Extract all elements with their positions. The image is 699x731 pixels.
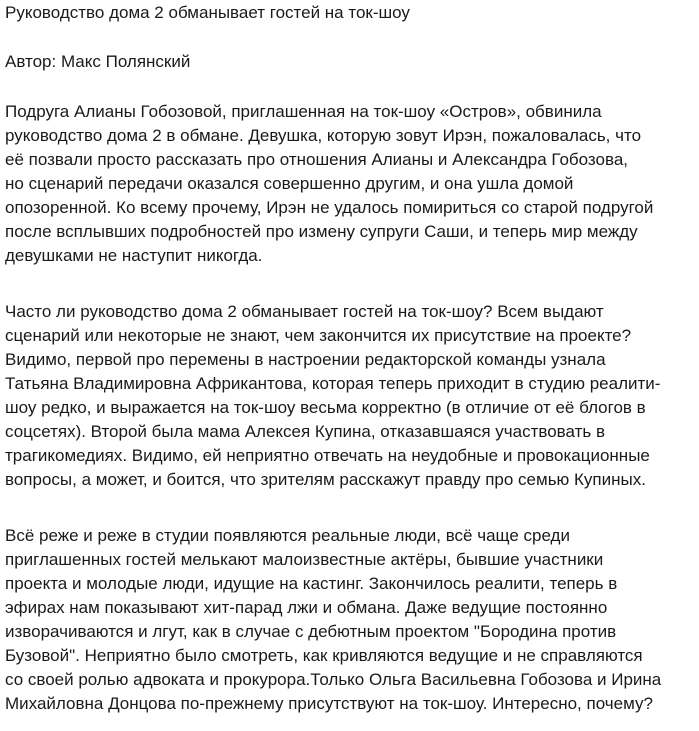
paragraph-line: её позвали просто рассказать про отношения Алианы и Александра Гобозова,	[5, 150, 628, 169]
paragraph-line: изворачиваются и лгут, как в случае с дебютным проектом "Бородина против	[5, 622, 617, 641]
paragraph-line: трагикомедиях. Видимо, ей неприятно отвечать на неудобные и провокационные	[5, 446, 650, 465]
paragraph-line: Подруга Алианы Гобозовой, приглашенная на ток-шоу «Остров», обвинила	[5, 102, 602, 121]
paragraph-line: но сценарий передачи оказался совершенно другим, и она ушла домой	[5, 174, 574, 193]
paragraph-line: девушками не наступит никогда.	[5, 246, 263, 265]
article-title: Руководство дома 2 обманывает гостей на ток-шоу	[5, 3, 410, 22]
paragraph-line: со своей ролью адвоката и прокурора.Только Ольга Васильевна Гобозова и Ирина	[5, 670, 662, 689]
paragraph-line: Татьяна Владимировна Африкантова, которая теперь приходит в студию реалити-	[5, 374, 661, 393]
paragraph-line: Часто ли руководство дома 2 обманывает гостей на ток-шоу? Всем выдают	[5, 302, 604, 321]
paragraph-line: руководство дома 2 в обмане. Девушка, которую зовут Ирэн, пожаловалась, что	[5, 126, 642, 145]
paragraph-line: опозоренной. Ко всему прочему, Ирэн не удалось помириться со старой подругой	[5, 198, 654, 217]
paragraph-line: соцсетях). Второй была мама Алексея Купина, отказавшаяся участвовать в	[5, 422, 605, 441]
paragraph-line: проекта и молодые люди, идущие на кастинг. Закончилось реалити, теперь в	[5, 574, 618, 593]
paragraph-line: Видимо, первой про перемены в настроении редакторской команды узнала	[5, 350, 606, 369]
article-author: Автор: Макс Полянский	[5, 52, 191, 71]
paragraph-line: приглашенных гостей мелькают малоизвестные актёры, бывшие участники	[5, 550, 604, 569]
paragraph-line: эфирах нам показывают хит-парад лжи и обмана. Даже ведущие постоянно	[5, 598, 608, 617]
paragraph-line: Всё реже и реже в студии появляются реальные люди, всё чаще среди	[5, 526, 570, 545]
paragraph-line: после всплывших подробностей про измену супруги Саши, и теперь мир между	[5, 222, 638, 241]
paragraph-line: сценарий или некоторые не знают, чем закончится их присутствие на проекте?	[5, 326, 632, 345]
paragraph-line: вопросы, а может, и боится, что зрителям расскажут правду про семью Купиных.	[5, 470, 646, 489]
paragraph-line: шоу редко, и выражается на ток-шоу весьма корректно (в отличие от её блогов в	[5, 398, 646, 417]
paragraph-line: Бузовой". Неприятно было смотреть, как кривляются ведущие и не справляются	[5, 646, 643, 665]
paragraph-line: Михайловна Донцова по-прежнему присутствуют на ток-шоу. Интересно, почему?	[5, 694, 653, 713]
